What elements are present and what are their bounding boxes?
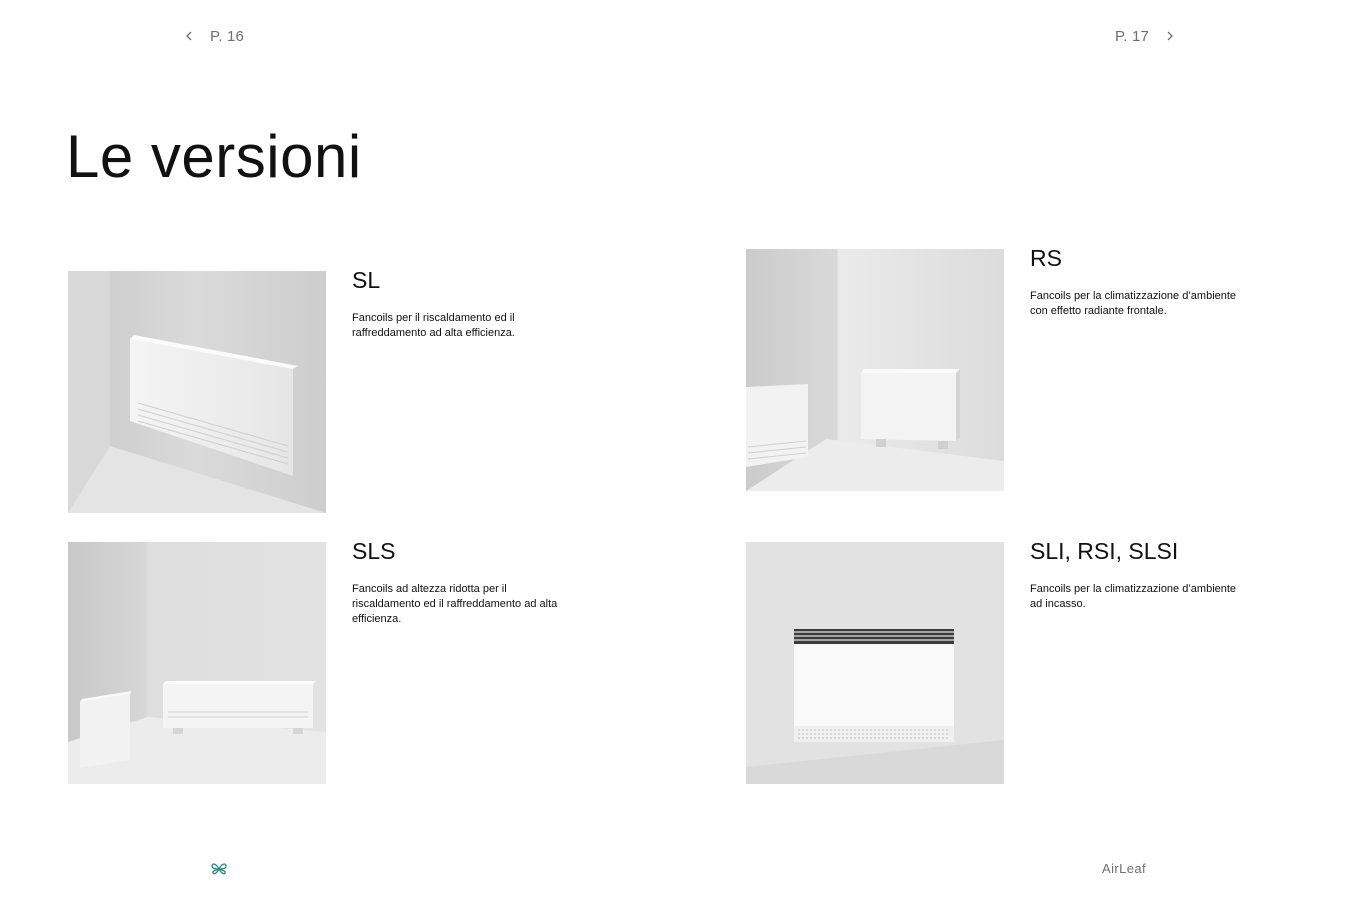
product-name-sli-rsi-slsi: SLI, RSI, SLSI [1030,538,1179,564]
prev-page-nav[interactable] [182,24,244,48]
chevron-left-icon[interactable] [182,29,196,43]
page-title: Le versioni [66,123,362,190]
footer-brand-name: AirLeaf [1102,861,1146,876]
product-name-rs: RS [1030,245,1062,271]
product-image-sls [68,542,326,784]
product-name-sls: SLS [352,538,396,564]
leaf-logo-icon [210,860,228,878]
product-card-sl [68,267,582,513]
next-page-nav[interactable] [1115,24,1177,48]
product-description-sls: Fancoils ad altezza ridotta per il riscaldamento ed il raffreddamento ad alta efficienza. [352,583,558,626]
chevron-right-icon[interactable] [1163,29,1177,43]
product-description-sl: Fancoils per il riscaldamento ed il raffreddamento ad alta efficienza. [352,312,515,340]
product-image-rs [746,249,1004,491]
product-description-rs: Fancoils per la climatizzazione d’ambiente con effetto radiante frontale. [1030,290,1237,318]
next-page-label[interactable]: P. 17 [1115,27,1150,45]
product-card-sli-rsi-slsi [746,538,1260,784]
product-name-sl: SL [352,267,381,293]
product-image-sli-rsi-slsi [746,542,1004,784]
product-image-sl [68,271,326,513]
product-card-rs [746,245,1260,491]
prev-page-label[interactable]: P. 16 [210,27,245,45]
product-card-sls [68,538,582,784]
product-description-sli-rsi-slsi: Fancoils per la climatizzazione d’ambiente ad incasso. [1030,583,1237,611]
